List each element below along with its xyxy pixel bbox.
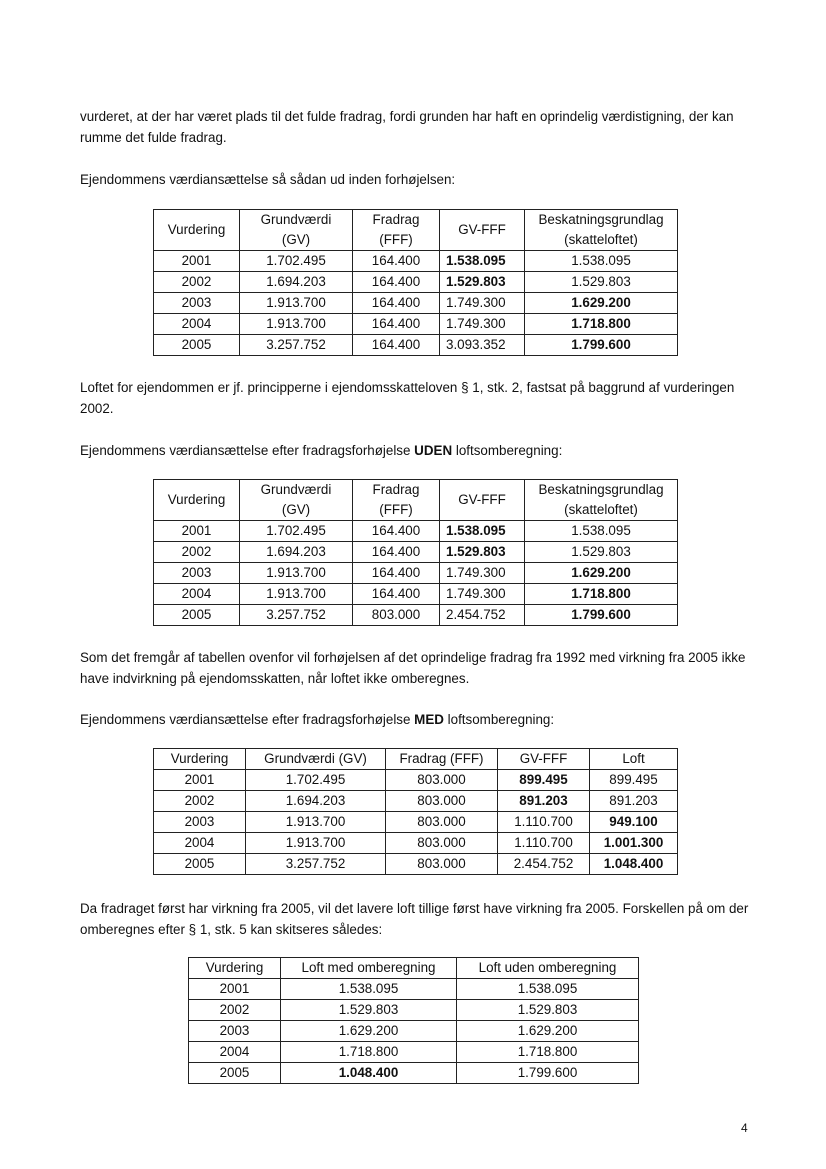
table-cell: 1.749.300 xyxy=(440,314,525,335)
table-header-row xyxy=(154,210,678,251)
table-cell: 1.913.700 xyxy=(240,293,353,314)
table-row xyxy=(154,791,678,812)
header-cell: Vurdering xyxy=(154,480,240,521)
table-cell: 3.257.752 xyxy=(240,335,353,356)
table-cell: 899.495 xyxy=(590,770,678,791)
table-row xyxy=(154,335,678,356)
table-cell: 164.400 xyxy=(353,584,440,605)
table-cell: 1.538.095 xyxy=(281,979,457,1000)
table-header-row xyxy=(189,958,639,979)
table-cell: 1.718.800 xyxy=(281,1042,457,1063)
table-cell: 1.799.600 xyxy=(457,1063,639,1084)
header-cell: Loft xyxy=(590,749,678,770)
table-cell: 1.702.495 xyxy=(240,251,353,272)
table-cell: 1.001.300 xyxy=(590,833,678,854)
table-cell: 1.529.803 xyxy=(457,1000,639,1021)
table-cell: 803.000 xyxy=(386,833,498,854)
table-row xyxy=(154,272,678,293)
table-cell: 803.000 xyxy=(386,791,498,812)
table-cell: 1.799.600 xyxy=(525,335,678,356)
table-row xyxy=(154,854,678,875)
header-cell: Fradrag (FFF) xyxy=(353,480,440,521)
table-cell: 164.400 xyxy=(353,272,440,293)
paragraph-before-table-1: Ejendommens værdiansættelse så sådan ud inden forhøjelsen: xyxy=(80,172,456,187)
paragraph-comparison-intro: Da fradraget først har virkning fra 2005, vil det lavere loft tillige først have virkning fra 2005. Forskellen på om der omberegnes efter § 1, stk. 5 kan skitseres således: xyxy=(80,901,749,937)
table-cell: 1.629.200 xyxy=(525,563,678,584)
table-cell: 2004 xyxy=(154,314,240,335)
table-cell: 2003 xyxy=(154,812,246,833)
table-cell: 1.529.803 xyxy=(525,542,678,563)
table-cell: 2003 xyxy=(154,563,240,584)
valuation-table-before xyxy=(153,209,678,356)
table-row xyxy=(154,251,678,272)
table-cell: 2005 xyxy=(189,1063,281,1084)
table-row xyxy=(189,1000,639,1021)
table-cell: 3.093.352 xyxy=(440,335,525,356)
table-cell: 1.538.095 xyxy=(525,251,678,272)
table-cell: 1.110.700 xyxy=(498,833,590,854)
table-cell: 2003 xyxy=(154,293,240,314)
table-row xyxy=(154,563,678,584)
table-cell: 1.718.800 xyxy=(457,1042,639,1063)
table-row xyxy=(154,770,678,791)
table-cell: 2005 xyxy=(154,605,240,626)
table-row xyxy=(189,979,639,1000)
header-cell: Grundværdi (GV) xyxy=(240,480,353,521)
header-cell: Grundværdi (GV) xyxy=(240,210,353,251)
header-cell: Grundværdi (GV) xyxy=(246,749,386,770)
table-row xyxy=(154,584,678,605)
table-cell: 2001 xyxy=(154,521,240,542)
table-cell: 1.799.600 xyxy=(525,605,678,626)
table-cell: 1.538.095 xyxy=(440,521,525,542)
table-cell: 3.257.752 xyxy=(240,605,353,626)
table-cell: 803.000 xyxy=(386,770,498,791)
paragraph-intro: vurderet, at der har været plads til det fulde fradrag, fordi grunden har haft en oprindelig værdistigning, der kan rumme det fulde fradrag. xyxy=(80,109,734,145)
table-cell: 1.694.203 xyxy=(240,272,353,293)
table-cell: 2005 xyxy=(154,335,240,356)
valuation-table-without-recalculation xyxy=(153,479,678,626)
header-cell: Vurdering xyxy=(154,210,240,251)
table-cell: 1.629.200 xyxy=(525,293,678,314)
table-cell: 1.913.700 xyxy=(246,812,386,833)
table-cell: 2002 xyxy=(154,791,246,812)
table-cell: 1.718.800 xyxy=(525,314,678,335)
table-cell: 899.495 xyxy=(498,770,590,791)
table-cell: 2.454.752 xyxy=(498,854,590,875)
table-cell: 164.400 xyxy=(353,335,440,356)
table-cell: 2001 xyxy=(189,979,281,1000)
table-cell: 803.000 xyxy=(353,605,440,626)
table-cell: 803.000 xyxy=(386,854,498,875)
paragraph-before-table-3: Ejendommens værdiansættelse efter fradragsforhøjelse MED loftsomberegning: xyxy=(80,712,555,727)
table-cell: 1.913.700 xyxy=(240,314,353,335)
table-cell: 2004 xyxy=(154,584,240,605)
header-cell: Loft uden omberegning xyxy=(457,958,639,979)
table-row xyxy=(154,812,678,833)
table-cell: 2004 xyxy=(154,833,246,854)
table-cell: 164.400 xyxy=(353,251,440,272)
header-cell: Vurdering xyxy=(154,749,246,770)
table-row xyxy=(154,314,678,335)
table-cell: 1.702.495 xyxy=(246,770,386,791)
table-cell: 1.718.800 xyxy=(525,584,678,605)
paragraph-conclusion-without: Som det fremgår af tabellen ovenfor vil forhøjelsen af det oprindelige fradrag fra 1992 med virkning fra 2005 ikke have indvirkning på ejendomsskatten, når loftet ikke omberegnes. xyxy=(80,650,746,686)
table-cell: 2003 xyxy=(189,1021,281,1042)
table-cell: 1.110.700 xyxy=(498,812,590,833)
table-cell: 1.694.203 xyxy=(240,542,353,563)
table-cell: 1.529.803 xyxy=(440,542,525,563)
table-row xyxy=(154,521,678,542)
table-cell: 2002 xyxy=(154,542,240,563)
table-cell: 1.538.095 xyxy=(525,521,678,542)
table-cell: 164.400 xyxy=(353,314,440,335)
table-cell: 3.257.752 xyxy=(246,854,386,875)
table-cell: 1.048.400 xyxy=(281,1063,457,1084)
header-cell: Fradrag (FFF) xyxy=(386,749,498,770)
table-cell: 1.913.700 xyxy=(240,584,353,605)
table-cell: 1.629.200 xyxy=(281,1021,457,1042)
table-row xyxy=(154,605,678,626)
table-cell: 1.749.300 xyxy=(440,293,525,314)
valuation-table-with-recalculation xyxy=(153,748,678,875)
table-row xyxy=(154,293,678,314)
header-cell: Beskatningsgrundlag (skatteloftet) xyxy=(525,210,678,251)
header-cell: Beskatningsgrundlag (skatteloftet) xyxy=(525,480,678,521)
table-header-row xyxy=(154,480,678,521)
table-row xyxy=(154,833,678,854)
table-cell: 949.100 xyxy=(590,812,678,833)
table-cell: 2002 xyxy=(189,1000,281,1021)
table-row xyxy=(154,542,678,563)
header-cell: Loft med omberegning xyxy=(281,958,457,979)
loft-comparison-table xyxy=(188,957,639,1084)
header-cell: GV-FFF xyxy=(498,749,590,770)
table-cell: 164.400 xyxy=(353,563,440,584)
table-cell: 2.454.752 xyxy=(440,605,525,626)
header-cell: GV-FFF xyxy=(440,210,525,251)
table-cell: 1.538.095 xyxy=(440,251,525,272)
table-cell: 2001 xyxy=(154,770,246,791)
table-header-row xyxy=(154,749,678,770)
table-cell: 891.203 xyxy=(590,791,678,812)
table-cell: 2001 xyxy=(154,251,240,272)
table-cell: 1.529.803 xyxy=(440,272,525,293)
header-cell: GV-FFF xyxy=(440,480,525,521)
table-cell: 1.749.300 xyxy=(440,563,525,584)
page-number: 4 xyxy=(741,1121,748,1135)
table-row xyxy=(189,1042,639,1063)
table-cell: 164.400 xyxy=(353,293,440,314)
table-cell: 2002 xyxy=(154,272,240,293)
table-cell: 1.913.700 xyxy=(246,833,386,854)
paragraph-loft-basis: Loftet for ejendommen er jf. principperne i ejendomsskatteloven § 1, stk. 2, fastsat på baggrund af vurderingen 2002. xyxy=(80,380,735,416)
table-cell: 1.694.203 xyxy=(246,791,386,812)
table-cell: 1.749.300 xyxy=(440,584,525,605)
table-cell: 1.048.400 xyxy=(590,854,678,875)
table-cell: 1.629.200 xyxy=(457,1021,639,1042)
table-cell: 803.000 xyxy=(386,812,498,833)
table-cell: 1.529.803 xyxy=(525,272,678,293)
table-cell: 164.400 xyxy=(353,542,440,563)
table-row xyxy=(189,1063,639,1084)
table-cell: 891.203 xyxy=(498,791,590,812)
table-cell: 1.529.803 xyxy=(281,1000,457,1021)
table-row xyxy=(189,1021,639,1042)
table-cell: 1.702.495 xyxy=(240,521,353,542)
header-cell: Fradrag (FFF) xyxy=(353,210,440,251)
table-cell: 1.913.700 xyxy=(240,563,353,584)
table-cell: 2005 xyxy=(154,854,246,875)
header-cell: Vurdering xyxy=(189,958,281,979)
table-cell: 2004 xyxy=(189,1042,281,1063)
table-cell: 1.538.095 xyxy=(457,979,639,1000)
paragraph-before-table-2: Ejendommens værdiansættelse efter fradragsforhøjelse UDEN loftsomberegning: xyxy=(80,443,563,458)
table-cell: 164.400 xyxy=(353,521,440,542)
